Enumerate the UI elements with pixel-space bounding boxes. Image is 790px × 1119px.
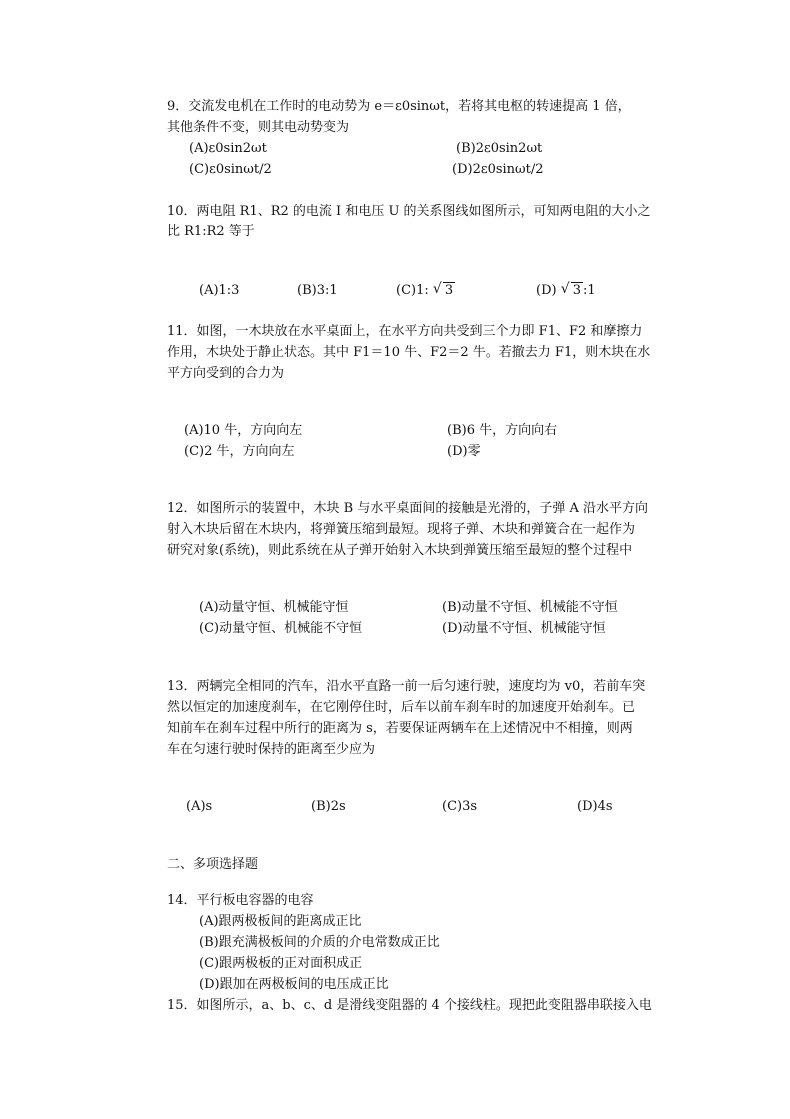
q9-option-d: (D)2ε0sinωt/2: [452, 162, 544, 177]
q13-option-a: (A)s: [186, 799, 213, 814]
q9-option-c: (C)ε0sinωt/2: [189, 162, 272, 177]
q10-option-c-prefix: (C)1:: [396, 283, 429, 298]
q11-stem-line1: 11．如图，一木块放在水平桌面上，在水平方向共受到三个力即 F1、F2 和摩擦力: [167, 324, 643, 339]
q13-stem-line1: 13．两辆完全相同的汽车，沿水平直路一前一后匀速行驶，速度均为 v0，若前车突: [167, 679, 646, 694]
q12-option-d: (D)动量不守恒、机械能守恒: [442, 621, 606, 636]
sqrt-symbol: √ 3: [432, 281, 454, 298]
sqrt-symbol: √ 3: [560, 281, 581, 298]
q10-option-c-radicand: 3: [444, 283, 454, 298]
q12-option-c: (C)动量守恒、机械能不守恒: [199, 621, 363, 636]
q13-option-c: (C)3s: [442, 799, 478, 814]
q13-option-b: (B)2s: [311, 799, 346, 814]
q14-option-c: (C)跟两极板的正对面积成正: [199, 956, 363, 971]
q12-stem-line2: 射入木块后留在木块内，将弹簧压缩到最短。现将子弹、木块和弹簧合在一起作为: [167, 522, 636, 537]
q9-option-b: (B)2ε0sin2ωt: [456, 141, 543, 156]
q9-stem-line1: 9．交流发电机在工作时的电动势为 e＝ε0sinωt，若将其电枢的转速提高 1 倍，: [167, 99, 631, 114]
q10-option-d-suffix: :1: [583, 283, 596, 298]
q11-option-c: (C)2 牛，方向向左: [184, 444, 295, 459]
q11-stem-line3: 平方向受到的合力为: [167, 366, 285, 381]
q13-stem-line4: 车在匀速行驶时保持的距离至少应为: [167, 742, 376, 757]
q10-option-a: (A)1:3: [199, 283, 240, 298]
q10-stem-line1: 10．两电阻 R1、R2 的电流 I 和电压 U 的关系图线如图所示，可知两电阻的大小之: [167, 204, 651, 219]
q10-option-d-prefix: (D): [536, 283, 557, 298]
section-title: 二、多项选择题: [167, 857, 259, 872]
q14-stem-line1: 14．平行板电容器的电容: [167, 893, 314, 908]
q12-stem-line3: 研究对象(系统)，则此系统在从子弹开始射入木块到弹簧压缩至最短的整个过程中: [167, 543, 633, 558]
q14-option-a: (A)跟两极板间的距离成正比: [199, 914, 362, 929]
q11-stem-line2: 作用，木块处于静止状态。其中 F1＝10 牛、F2＝2 牛。若撤去力 F1，则木块在水: [167, 345, 651, 360]
q13-stem-line3: 知前车在刹车过程中所行的距离为 s，若要保证两辆车在上述情况中不相撞，则两: [167, 721, 633, 736]
q11-option-d: (D)零: [447, 444, 481, 459]
q11-option-b: (B)6 牛，方向向右: [447, 423, 558, 438]
q10-option-d-radicand: 3: [572, 283, 581, 298]
q10-option-d: [536, 281, 596, 301]
q12-option-a: (A)动量守恒、机械能守恒: [199, 600, 349, 615]
q14-option-b: (B)跟充满极板间的介质的介电常数成正比: [199, 935, 440, 950]
q9-stem-line2: 其他条件不变，则其电动势变为: [167, 120, 350, 135]
q9-option-a: (A)ε0sin2ωt: [189, 141, 267, 156]
q13-option-d: (D)4s: [577, 799, 613, 814]
q12-option-b: (B)动量不守恒、机械能不守恒: [442, 600, 618, 615]
q10-option-b: (B)3:1: [297, 283, 338, 298]
q11-option-a: (A)10 牛，方向向左: [184, 423, 303, 438]
q13-stem-line2: 然以恒定的加速度刹车，在它刚停住时，后车以前车刹车时的加速度开始刹车。已: [167, 700, 636, 715]
q10-stem-line2: 比 R1:R2 等于: [167, 224, 255, 239]
q12-stem-line1: 12．如图所示的装置中，木块 B 与水平桌面间的接触是光滑的，子弹 A 沿水平方向: [167, 501, 649, 516]
q14-option-d: (D)跟加在两极板间的电压成正比: [199, 977, 389, 992]
q10-option-c: [396, 281, 455, 301]
q15-stem-line1: 15．如图所示，a、b、c、d 是滑线变阻器的 4 个接线柱。现把此变阻器串联接入电: [167, 998, 652, 1013]
